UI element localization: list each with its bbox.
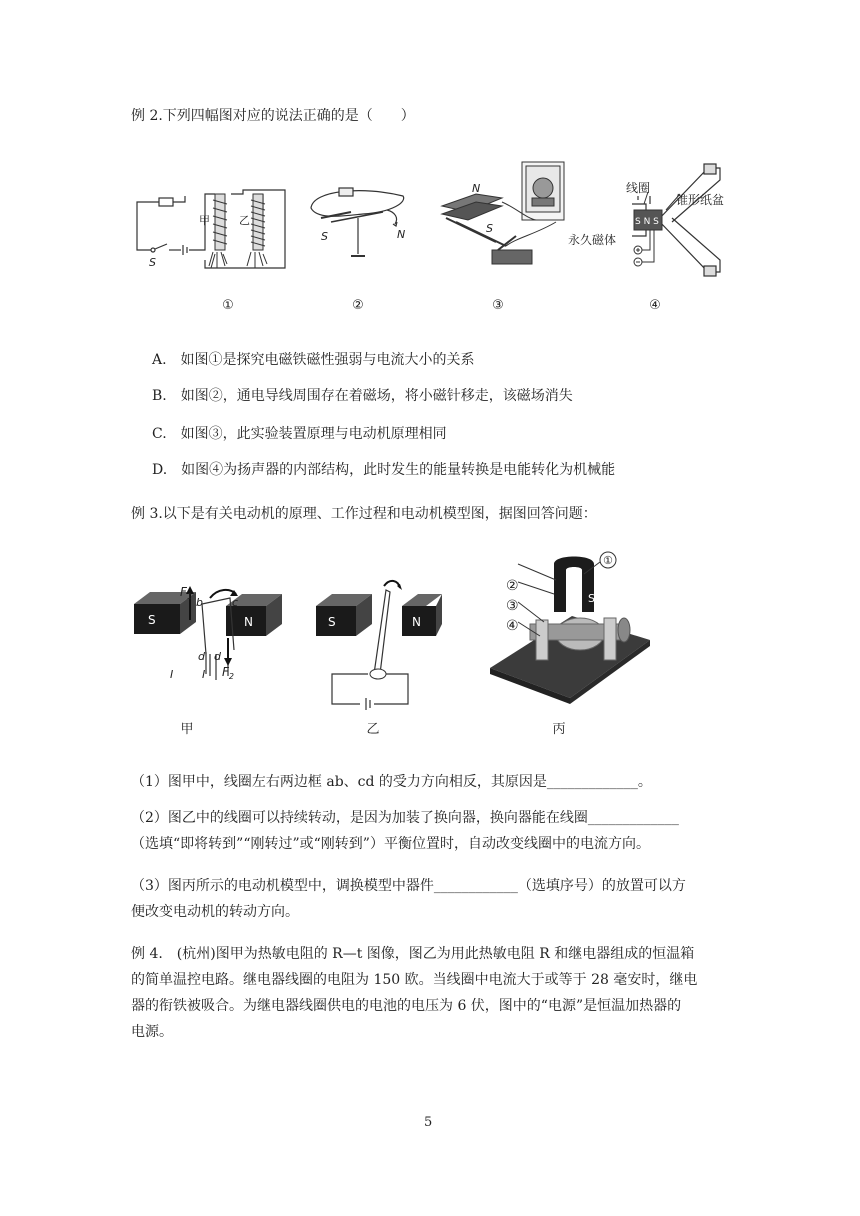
bing-label-4: ④ bbox=[506, 618, 519, 634]
jia-label-i1: I bbox=[202, 668, 206, 681]
ex3-figure-yi bbox=[312, 576, 450, 716]
yi-label-n: N bbox=[412, 615, 421, 629]
ex3-figure-jia bbox=[130, 580, 290, 690]
fig4-label-coil: 线圈 bbox=[626, 181, 651, 195]
ex3-caption-bing: 丙 bbox=[552, 722, 566, 737]
jia-label-f1: $F_1$ bbox=[180, 585, 192, 601]
bing-label-1: ① bbox=[603, 554, 613, 567]
ex2-option-d: D. 如图④为扬声器的内部结构，此时发生的能量转换是电能转化为机械能 bbox=[152, 462, 616, 478]
ex2-fig-label-1: ① bbox=[222, 298, 234, 313]
jia-label-n: N bbox=[244, 615, 253, 629]
ex4-line2: 的简单温控电路。继电器线圈的电阻为 150 欧。当线圈中电流大于或等于 28 毫安时，继电 bbox=[131, 972, 698, 988]
fig2-label-n: N bbox=[397, 228, 406, 241]
jia-label-a: d bbox=[198, 650, 205, 663]
ex2-question: 例 2.下列四幅图对应的说法正确的是（ ） bbox=[131, 108, 415, 124]
ex2-option-a: A. 如图①是探究电磁铁磁性强弱与电流大小的关系 bbox=[152, 352, 475, 368]
ex3-q2-line1: （2）图乙中的线圈可以持续转动，是因为加装了换向器，换向器能在线圈_____________ bbox=[131, 810, 679, 826]
fig1-label-s: S bbox=[149, 256, 156, 269]
ex3-caption-yi: 乙 bbox=[366, 722, 380, 737]
fig2-label-s: S bbox=[321, 230, 328, 243]
ex4-line1: 例 4. (杭州)图甲为热敏电阻的 R—t 图像，图乙为用此热敏电阻 R 和继电器组成的恒温箱 bbox=[131, 946, 695, 962]
ex2-fig-label-2: ② bbox=[352, 298, 364, 313]
ex2-figure-4 bbox=[568, 160, 758, 286]
ex3-q1: （1）图甲中，线圈左右两边框 ab、cd 的受力方向相反，其原因是_____________。 bbox=[131, 774, 652, 790]
jia-label-f2: $F_2$ bbox=[222, 665, 234, 681]
jia-label-d: d bbox=[214, 650, 221, 663]
ex2-option-b: B. 如图②，通电导线周围存在着磁场，将小磁针移走，该磁场消失 bbox=[152, 388, 573, 404]
ex3-q2-line2: （选填“即将转到”“刚转过”或“刚转到”）平衡位置时，自动改变线圈中的电流方向。 bbox=[131, 836, 650, 852]
ex4-line4: 电源。 bbox=[131, 1024, 173, 1040]
jia-label-s: S bbox=[148, 613, 156, 627]
yi-label-s: S bbox=[328, 615, 336, 629]
page-number: 5 bbox=[424, 1115, 433, 1130]
ex2-figure-1 bbox=[133, 180, 293, 280]
ex3-figure-bing bbox=[484, 550, 656, 710]
fig3-label-s: S bbox=[486, 222, 493, 235]
bing-label-3: ③ bbox=[506, 598, 519, 614]
ex3-question: 例 3.以下是有关电动机的原理、工作过程和电动机模型图，据图回答问题： bbox=[131, 506, 597, 522]
ex2-fig-label-3: ③ bbox=[492, 298, 504, 313]
fig4-label-sns: S N S bbox=[635, 217, 659, 227]
ex2-option-c: C. 如图③，此实验装置原理与电动机原理相同 bbox=[152, 426, 447, 442]
fig4-label-cone: 锥形纸盆 bbox=[676, 193, 725, 207]
ex2-figure-3 bbox=[436, 158, 576, 278]
fig1-label-yi: 乙 bbox=[239, 214, 250, 227]
jia-label-i2: I bbox=[170, 668, 174, 681]
ex3-q3-line1: （3）图丙所示的电动机模型中，调换模型中器件____________（选填序号）的放置可以方 bbox=[131, 878, 686, 894]
jia-label-c: c bbox=[232, 596, 239, 609]
ex2-fig-label-4: ④ bbox=[649, 298, 661, 313]
ex3-q3-line2: 便改变电动机的转动方向。 bbox=[131, 904, 299, 920]
bing-label-2: ② bbox=[506, 578, 519, 594]
bing-label-s: S bbox=[588, 592, 595, 605]
fig1-label-jia: 甲 bbox=[199, 214, 210, 227]
fig3-label-n: N bbox=[472, 182, 481, 195]
ex3-caption-jia: 甲 bbox=[180, 722, 194, 737]
ex2-figure-2 bbox=[303, 182, 413, 272]
fig4-label-magnet: 永久磁体 bbox=[568, 233, 617, 247]
ex4-line3: 器的衔铁被吸合。为继电器线圈供电的电池的电压为 6 伏，图中的“电源”是恒温加热器的 bbox=[131, 998, 682, 1014]
jia-label-b: b bbox=[196, 596, 203, 609]
